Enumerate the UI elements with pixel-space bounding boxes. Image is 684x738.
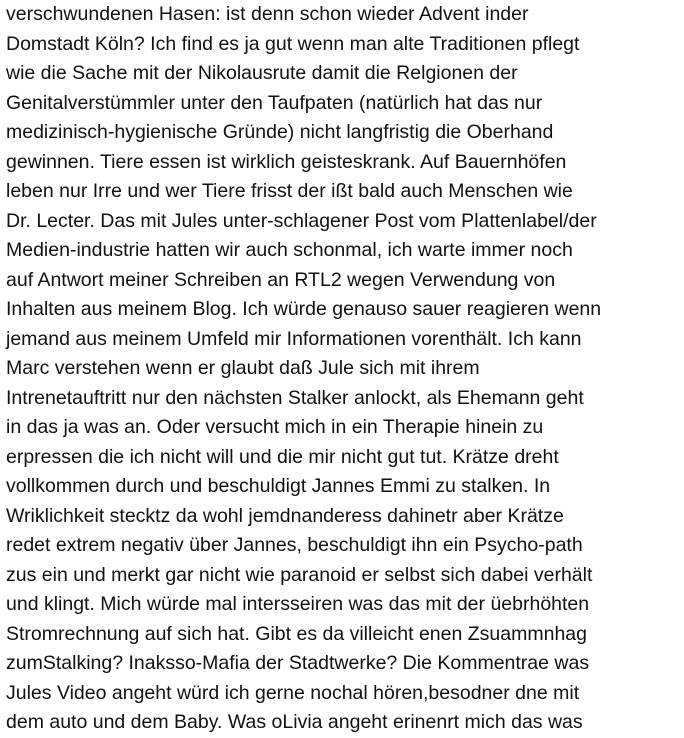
text-line-24: Jules Video angeht würd ich gerne nochal hören,besodner dne mit: [6, 681, 580, 704]
text-line-19: redet extrem negativ über Jannes, beschuldigt ihn ein Psycho-path: [6, 534, 583, 556]
text-line-6: gewinnen. Tiere essen ist wirklich geisteskrank. Auf Bauernhöfen: [6, 150, 567, 173]
text-line-17: vollkommen durch und beschuldigt Jannes Emmi zu stalken. In: [6, 475, 551, 497]
text-line-10: auf Antwort meiner Schreiben an RTL2 wegen Verwendung von: [6, 268, 556, 291]
text-line-13: Marc verstehen wenn er glaubt daß Jule sich mit ihrem: [6, 357, 480, 379]
text-line-15: in das ja was an. Oder versucht mich in ein Therapie hinein zu: [6, 416, 544, 438]
text-line-20: zus ein und merkt gar nicht wie paranoid er selbst sich dabei verhält: [6, 563, 593, 586]
text-line-4: Genitalverstümmler unter den Taufpaten (natürlich hat das nur: [6, 91, 543, 114]
text-line-12: jemand aus meinem Umfeld mir Informationen vorenthält. Ich kann: [6, 327, 582, 350]
text-line-7: leben nur Irre und wer Tiere frisst der ißt bald auch Menschen wie: [6, 180, 573, 202]
text-line-5: medizinisch-hygienische Gründe) nicht langfristig die Oberhand: [6, 121, 554, 143]
text-line-23: zumStalking? Inaksso-Mafia der Stadtwerke? Die Kommentrae was: [6, 652, 590, 674]
text-line-18: Wriklichkeit stecktz da wohl jemdnanderess dahinetr aber Krätze: [6, 504, 564, 527]
text-line-21: und klingt. Mich würde mal intersseiren was das mit der üebrhöhten: [6, 593, 590, 615]
document-text: [6, 0, 682, 738]
text-line-3: wie die Sache mit der Nikolausrute damit die Relgionen der: [6, 62, 518, 84]
text-line-22: Stromrechnung auf sich hat. Gibt es da villeicht enen Zsuammnhag: [6, 622, 587, 645]
text-line-9: Medien-industrie hatten wir auch schonmal, ich warte immer noch: [6, 239, 573, 261]
text-line-1: verschwundenen Hasen: ist denn schon wieder Advent inder: [6, 3, 529, 25]
text-line-8: Dr. Lecter. Das mit Jules unter-schlagener Post vom Plattenlabel/der: [6, 209, 597, 232]
text-line-16: erpressen die ich nicht will und die mir nicht gut tut. Krätze dreht: [6, 445, 559, 468]
text-line-14: Intrenetauftritt nur den nächsten Stalker anlockt, als Ehemann geht: [6, 386, 584, 409]
text-line-2: Domstadt Köln? Ich find es ja gut wenn man alte Traditionen pflegt: [6, 32, 580, 55]
text-line-25: dem auto und dem Baby. Was oLivia angeht erinenrt mich das was: [6, 711, 583, 733]
text-line-11: Inhalten aus meinem Blog. Ich würde genauso sauer reagieren wenn: [6, 298, 602, 320]
